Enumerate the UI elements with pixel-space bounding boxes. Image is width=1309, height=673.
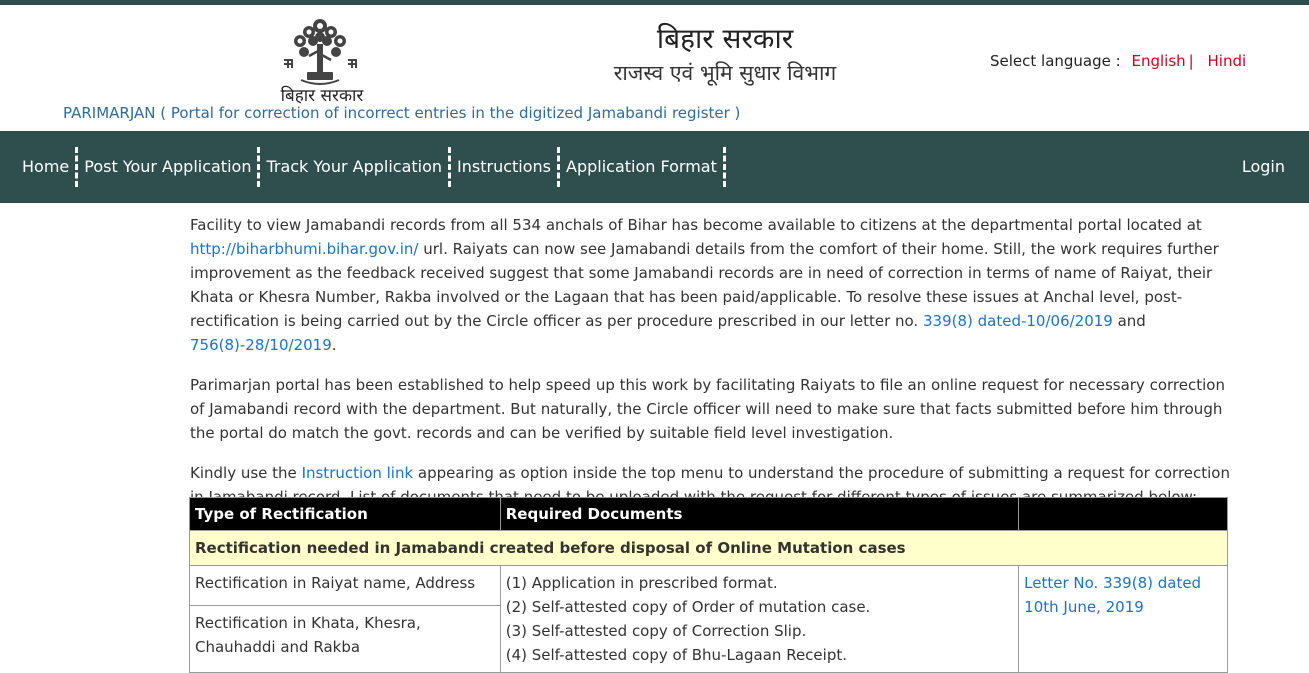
- category-label: Rectification needed in Jamabandi created before disposal of Online Mutation cases: [190, 531, 1228, 566]
- required-documents-cell: [500, 566, 1018, 673]
- table-row: [190, 566, 1228, 606]
- portal-purpose-paragraph: Parimarjan portal has been established to help speed up this work by facilitating Raiyats to file an online request for necessary correction of Jamabandi record with the department. But naturally, the Circle officer will need to make sure that facts submitted before him through the portal do match the govt. records and can be verified by suitable field level investigation.: [190, 376, 1225, 442]
- letter-339-link[interactable]: 339(8) dated-10/06/2019: [922, 312, 1113, 330]
- lang-hindi-link[interactable]: Hindi: [1207, 52, 1247, 70]
- government-title: बिहार सरकार: [656, 22, 794, 55]
- letter-756-link[interactable]: 756(8)-28/10/2019: [190, 336, 332, 354]
- letter-reference-link[interactable]: Letter No. 339(8) dated 10th June, 2019: [1024, 574, 1202, 616]
- text-segment: appearing as option inside the top menu to understand the procedure of submitting a request for correction: [417, 464, 1230, 482]
- nav-post-application[interactable]: Post Your Application: [84, 157, 252, 176]
- main-content: [190, 213, 1230, 525]
- document-item: (2) Self-attested copy of Order of mutation case.: [505, 598, 871, 616]
- intro-paragraph: [190, 213, 1230, 357]
- nav-application-format[interactable]: Application Format: [566, 157, 717, 176]
- nav-login[interactable]: Login: [1241, 157, 1285, 176]
- reference-cell: [1019, 566, 1228, 673]
- rectification-type-cell: Rectification in Raiyat name, Address: [190, 566, 501, 606]
- department-title: राजस्व एवं भूमि सुधार विभाग: [613, 61, 837, 85]
- portal-caption: PARIMARJAN ( Portal for correction of incorrect entries in the digitized Jamabandi register ): [63, 104, 741, 122]
- biharbhumi-link[interactable]: http://biharbhumi.bihar.gov.in/: [190, 240, 419, 258]
- nav-track-application[interactable]: Track Your Application: [266, 157, 443, 176]
- category-row: [190, 531, 1228, 566]
- table-header-row: [190, 498, 1228, 531]
- text-segment: url. Raiyats can now see Jamabandi details from the comfort of their home. Still, the work requires further improvement as the feedback received suggest that some Jamabandi records are in need of correction in terms of name of Raiyat, their Khata or Khesra Number, Rakba involved or the Lagaan that has been paid/applicable. To resolve these issues at Anchal level, post-rectification is being carried out by the Circle officer as per procedure prescribed in our letter no.: [190, 240, 1219, 330]
- text-segment: Kindly use the: [190, 464, 302, 482]
- language-selector: [990, 52, 1246, 70]
- text-segment: Facility to view Jamabandi records from all 534 anchals of Bihar has become available to citizens at the departmental portal located at: [190, 216, 1202, 234]
- emblem-caption: बिहार सरकार: [280, 86, 364, 106]
- site-header: [0, 5, 1309, 131]
- nav-menu: [16, 147, 726, 187]
- nav-instructions[interactable]: Instructions: [457, 157, 552, 176]
- document-item: (3) Self-attested copy of Correction Slip.: [505, 622, 807, 640]
- nav-home[interactable]: Home: [22, 157, 70, 176]
- nav-divider: [723, 147, 726, 187]
- instruction-link[interactable]: Instruction link: [301, 464, 414, 482]
- text-segment: .: [331, 336, 337, 354]
- column-header-type: Type of Rectification: [190, 498, 501, 531]
- language-label: Select language :: [990, 52, 1121, 70]
- lang-separator: |: [1188, 52, 1194, 70]
- documents-table: [189, 497, 1228, 673]
- document-item: (1) Application in prescribed format.: [505, 574, 778, 592]
- column-header-reference: [1019, 498, 1228, 531]
- column-header-documents: Required Documents: [500, 498, 1018, 531]
- text-segment: and: [1112, 312, 1146, 330]
- main-navbar: [0, 131, 1309, 203]
- lang-english-link[interactable]: English: [1131, 52, 1186, 70]
- document-item: (4) Self-attested copy of Bhu-Lagaan Receipt.: [505, 646, 847, 664]
- rectification-type-cell: Rectification in Khata, Khesra, Chauhaddi and Rakba: [190, 605, 501, 672]
